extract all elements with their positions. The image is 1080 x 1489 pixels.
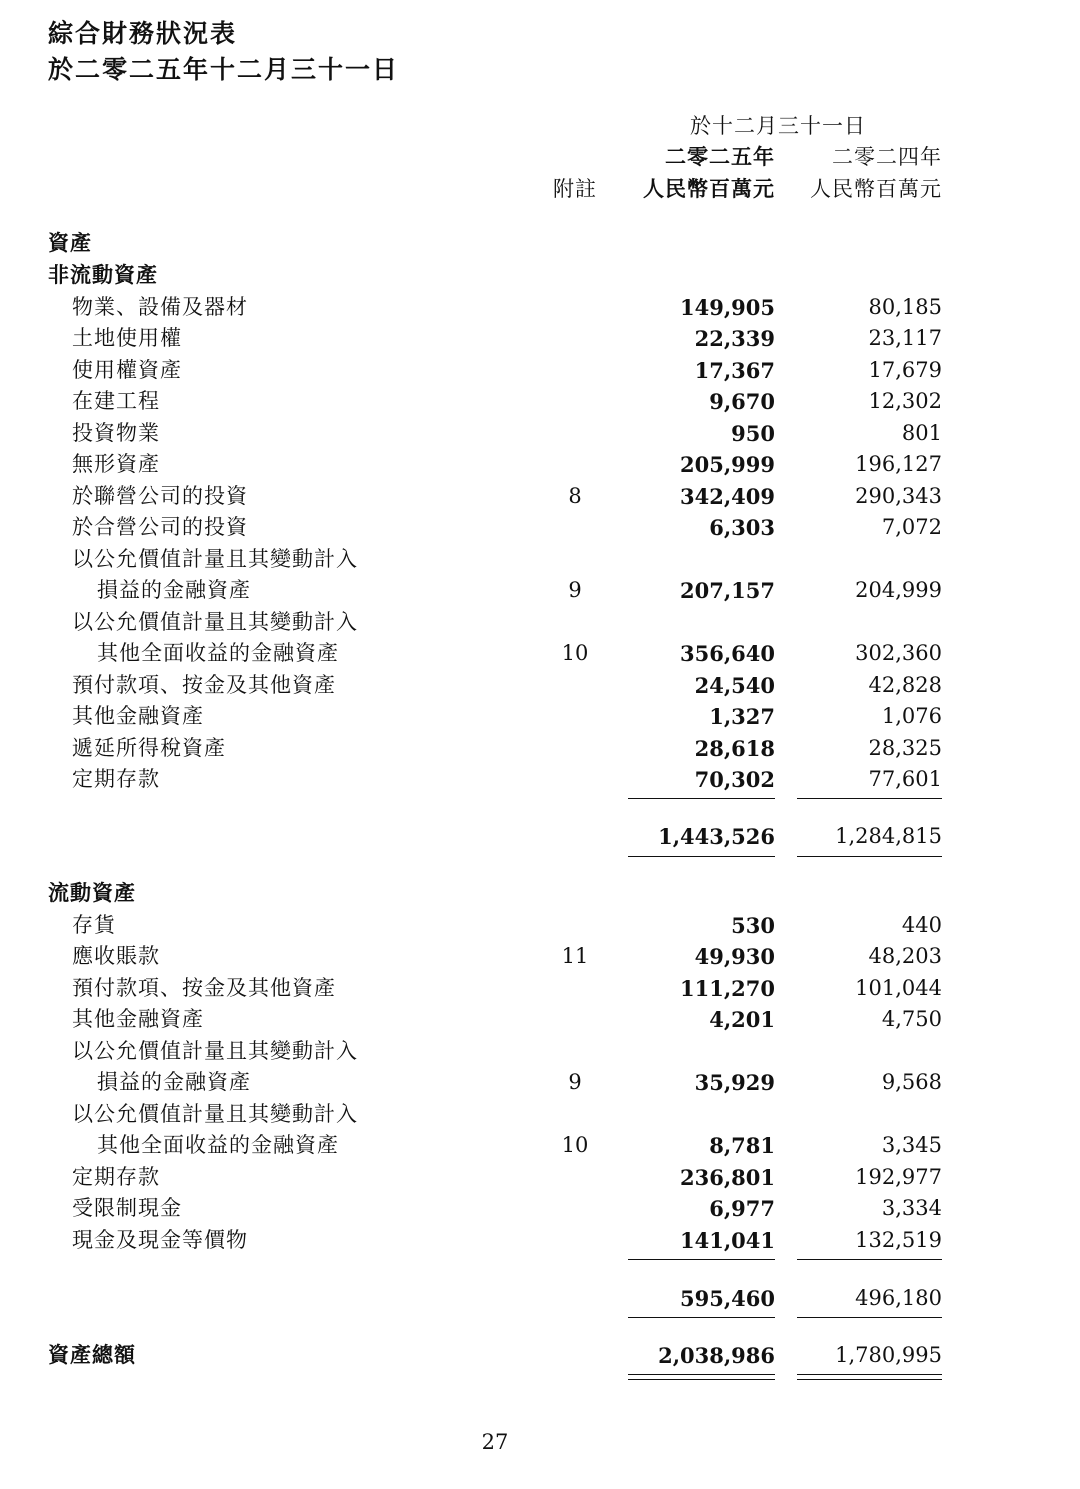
value-2025: 22,339	[694, 326, 775, 351]
value-2025: 17,367	[694, 358, 775, 383]
row-label: 投資物業	[72, 421, 160, 445]
row-label-continued: 其他全面收益的金融資產	[97, 1133, 339, 1157]
row-label: 其他金融資產	[72, 704, 204, 728]
non-current-total-2024: 1,284,815	[835, 824, 942, 848]
value-2024: 192,977	[855, 1165, 942, 1189]
row-label: 於聯營公司的投資	[72, 484, 248, 508]
row-label: 預付款項、按金及其他資產	[72, 976, 336, 1000]
row-note: 10	[561, 641, 589, 665]
table-row	[0, 1225, 1080, 1256]
row-label: 受限制現金	[72, 1196, 182, 1220]
value-2024: 204,999	[855, 578, 942, 602]
current-total-2025: 595,460	[680, 1286, 775, 1311]
row-label: 以公允價值計量且其變動計入	[72, 547, 358, 571]
value-2025: 530	[731, 913, 775, 938]
value-2024: 196,127	[855, 452, 942, 476]
value-2024: 17,679	[868, 358, 942, 382]
row-label: 以公允價值計量且其變動計入	[72, 1039, 358, 1063]
non-current-subtotal-row	[0, 821, 1080, 852]
current-total-2024: 496,180	[855, 1286, 942, 1310]
table-row	[0, 323, 1080, 354]
current-heading-row	[0, 878, 1080, 909]
table-row-label-line1	[0, 1099, 1080, 1130]
value-2025: 28,618	[694, 736, 775, 761]
value-2024: 23,117	[868, 326, 942, 350]
table-row	[0, 512, 1080, 543]
row-note: 9	[568, 1070, 582, 1094]
row-label: 無形資產	[72, 452, 160, 476]
row-label-continued: 其他全面收益的金融資產	[97, 641, 339, 665]
table-row	[0, 733, 1080, 764]
row-label: 現金及現金等價物	[72, 1228, 248, 1252]
total-double-rule-2025	[628, 1374, 775, 1380]
row-label: 存貨	[72, 913, 116, 937]
value-2024: 440	[901, 913, 942, 937]
value-2025: 342,409	[680, 484, 775, 509]
current-rule-2024	[797, 1259, 942, 1260]
row-label: 應收賬款	[72, 944, 160, 968]
value-2024: 4,750	[881, 1007, 942, 1031]
table-row	[0, 386, 1080, 417]
row-label: 其他金融資產	[72, 1007, 204, 1031]
table-row	[0, 941, 1080, 972]
value-2024: 12,302	[868, 389, 942, 413]
value-2024: 7,072	[881, 515, 942, 539]
non-current-assets-heading: 非流動資產	[48, 263, 158, 287]
value-2025: 49,930	[694, 944, 775, 969]
row-label: 於合營公司的投資	[72, 515, 248, 539]
current-underline-2024	[797, 1317, 942, 1318]
value-2025: 950	[731, 421, 775, 446]
row-label: 定期存款	[72, 1165, 160, 1189]
row-label: 使用權資產	[72, 358, 182, 382]
value-2024: 1,076	[881, 704, 942, 728]
year-2024-header: 二零二四年	[832, 145, 942, 169]
row-label: 定期存款	[72, 767, 160, 791]
table-row	[0, 764, 1080, 795]
value-2025: 35,929	[694, 1070, 775, 1095]
period-header: 於十二月三十一日	[690, 114, 866, 138]
row-label: 遞延所得稅資產	[72, 736, 226, 760]
table-row	[0, 481, 1080, 512]
value-2025: 356,640	[680, 641, 775, 666]
non-current-total-2025: 1,443,526	[658, 824, 775, 849]
table-row	[0, 670, 1080, 701]
table-row-label-line1	[0, 607, 1080, 638]
value-2024: 132,519	[855, 1228, 942, 1252]
value-2025: 6,303	[709, 515, 775, 540]
total-assets-2024: 1,780,995	[835, 1343, 942, 1367]
current-subtotal-row	[0, 1283, 1080, 1314]
non-current-heading-row	[0, 260, 1080, 291]
total-assets-2025: 2,038,986	[658, 1343, 775, 1368]
table-row-label-line1	[0, 1036, 1080, 1067]
total-double-rule-2024	[797, 1374, 942, 1380]
row-label: 以公允價值計量且其變動計入	[72, 1102, 358, 1126]
subtotal-underline-2025	[628, 856, 775, 857]
table-row	[0, 355, 1080, 386]
value-2025: 236,801	[680, 1165, 775, 1190]
value-2024: 801	[901, 421, 942, 445]
row-label-continued: 損益的金融資產	[97, 1070, 251, 1094]
row-note: 9	[568, 578, 582, 602]
table-row	[0, 973, 1080, 1004]
subtotal-rule-2024	[797, 798, 942, 799]
table-row	[0, 701, 1080, 732]
row-label: 物業、設備及器材	[72, 295, 248, 319]
row-label: 預付款項、按金及其他資產	[72, 673, 336, 697]
row-label: 在建工程	[72, 389, 160, 413]
current-underline-2025	[628, 1317, 775, 1318]
table-row-label-line1	[0, 544, 1080, 575]
value-2024: 28,325	[868, 736, 942, 760]
row-note: 10	[561, 1133, 589, 1157]
table-row	[0, 449, 1080, 480]
row-note: 11	[561, 944, 589, 968]
table-row	[0, 575, 1080, 606]
table-row	[0, 292, 1080, 323]
value-2024: 77,601	[868, 767, 942, 791]
subtotal-underline-2024	[797, 856, 942, 857]
value-2024: 302,360	[855, 641, 942, 665]
value-2025: 207,157	[680, 578, 775, 603]
total-assets-label: 資產總額	[48, 1343, 136, 1367]
row-note: 8	[568, 484, 582, 508]
value-2024: 3,334	[881, 1196, 942, 1220]
value-2025: 6,977	[709, 1196, 775, 1221]
value-2025: 1,327	[709, 704, 775, 729]
document-date: 於二零二五年十二月三十一日	[48, 55, 400, 84]
note-column-header: 附註	[553, 177, 597, 201]
value-2025: 111,270	[680, 976, 775, 1001]
value-2025: 24,540	[694, 673, 775, 698]
value-2024: 9,568	[881, 1070, 942, 1094]
value-2025: 8,781	[709, 1133, 775, 1158]
value-2024: 80,185	[868, 295, 942, 319]
value-2025: 4,201	[709, 1007, 775, 1032]
total-assets-row	[0, 1340, 1080, 1371]
table-row	[0, 418, 1080, 449]
table-row	[0, 1193, 1080, 1224]
document-title: 綜合財務狀況表	[48, 19, 238, 48]
row-label-continued: 損益的金融資產	[97, 578, 251, 602]
value-2024: 48,203	[868, 944, 942, 968]
unit-2024-header: 人民幣百萬元	[810, 177, 942, 201]
current-assets-heading: 流動資產	[48, 881, 136, 905]
value-2025: 9,670	[709, 389, 775, 414]
current-rule-2025	[628, 1259, 775, 1260]
assets-heading: 資產	[48, 231, 92, 255]
value-2024: 3,345	[881, 1133, 942, 1157]
value-2025: 149,905	[680, 295, 775, 320]
value-2025: 70,302	[694, 767, 775, 792]
unit-2025-header: 人民幣百萬元	[643, 177, 775, 201]
row-label: 土地使用權	[72, 326, 182, 350]
value-2025: 141,041	[680, 1228, 775, 1253]
value-2024: 42,828	[868, 673, 942, 697]
table-row	[0, 638, 1080, 669]
value-2025: 205,999	[680, 452, 775, 477]
year-2025-header: 二零二五年	[665, 145, 775, 169]
page-number: 27	[481, 1430, 509, 1454]
subtotal-rule-2025	[628, 798, 775, 799]
table-row	[0, 910, 1080, 941]
table-row	[0, 1004, 1080, 1035]
value-2024: 101,044	[855, 976, 942, 1000]
table-row	[0, 1130, 1080, 1161]
table-row	[0, 1067, 1080, 1098]
row-label: 以公允價值計量且其變動計入	[72, 610, 358, 634]
assets-heading-row	[0, 228, 1080, 259]
value-2024: 290,343	[855, 484, 942, 508]
table-row	[0, 1162, 1080, 1193]
